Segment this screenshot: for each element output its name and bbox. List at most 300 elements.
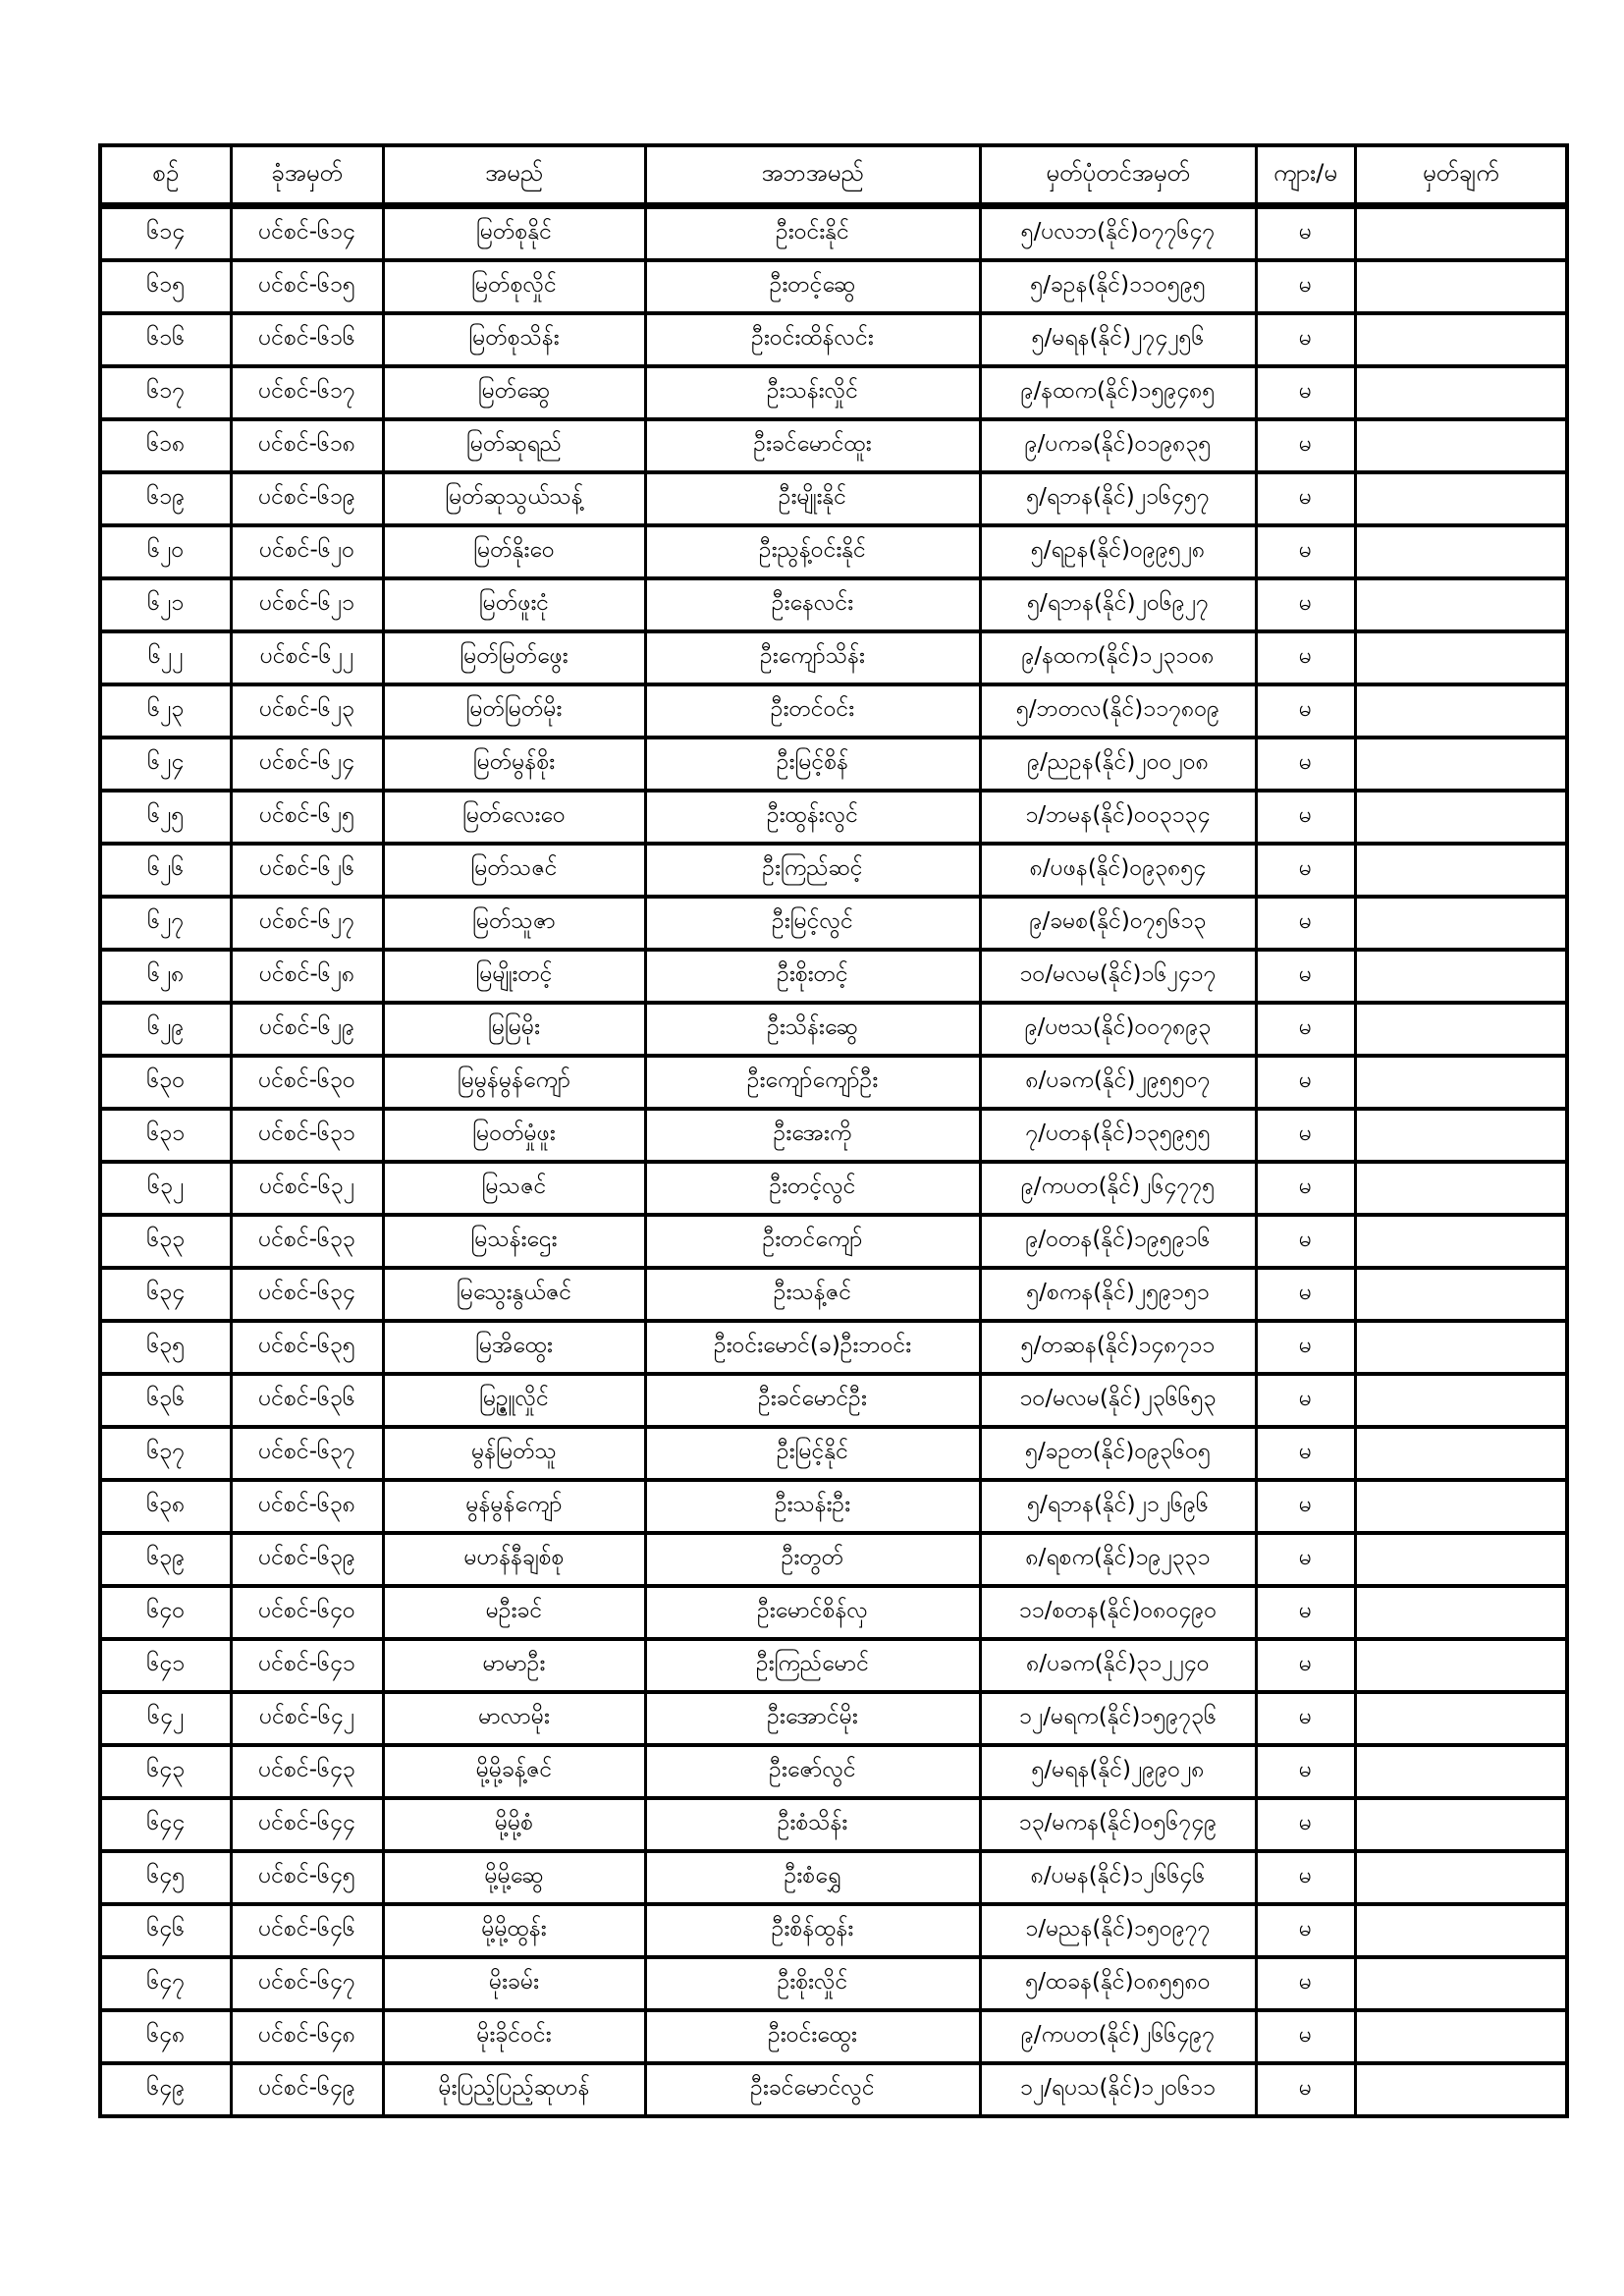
cell-remarks <box>1355 1745 1567 1798</box>
cell-name: မိုးခိုင်ဝင်း <box>383 2010 645 2063</box>
table-row <box>100 1692 1567 1745</box>
cell-name: မြတ်စုလှိုင် <box>383 260 645 313</box>
cell-gender: မ <box>1256 260 1355 313</box>
table-row <box>100 1851 1567 1904</box>
cell-seat-no: ပင်စင်-၆၂၅ <box>231 791 383 844</box>
cell-nrc-no: ၅/စကန(နိုင်)၂၅၉၁၅၁ <box>980 1268 1256 1321</box>
cell-remarks <box>1355 206 1567 261</box>
cell-name: မို့မို့ထွန်း <box>383 1904 645 1957</box>
cell-father-name: ဦးတင်ဝင်း <box>645 684 980 738</box>
cell-serial-no: ၆၃၃ <box>100 1215 231 1268</box>
cell-gender: မ <box>1256 1427 1355 1480</box>
table-row <box>100 738 1567 791</box>
cell-serial-no: ၆၁၉ <box>100 472 231 525</box>
table-row <box>100 1586 1567 1639</box>
cell-father-name: ဦးတင့်ဆွေ <box>645 260 980 313</box>
cell-remarks <box>1355 472 1567 525</box>
cell-gender: မ <box>1256 738 1355 791</box>
cell-gender: မ <box>1256 419 1355 472</box>
cell-remarks <box>1355 738 1567 791</box>
cell-nrc-no: ၅/ရဘန(နိုင်)၂၀၆၉၂၇ <box>980 578 1256 631</box>
cell-serial-no: ၆၃၈ <box>100 1480 231 1533</box>
cell-remarks <box>1355 2063 1567 2116</box>
cell-gender: မ <box>1256 578 1355 631</box>
cell-seat-no: ပင်စင်-၆၁၄ <box>231 206 383 261</box>
table-row <box>100 1427 1567 1480</box>
cell-remarks <box>1355 1056 1567 1109</box>
cell-serial-no: ၆၂၇ <box>100 897 231 950</box>
cell-seat-no: ပင်စင်-၆၁၉ <box>231 472 383 525</box>
cell-gender: မ <box>1256 1904 1355 1957</box>
cell-seat-no: ပင်စင်-၆၃၄ <box>231 1268 383 1321</box>
cell-remarks <box>1355 1215 1567 1268</box>
cell-remarks <box>1355 1003 1567 1056</box>
cell-seat-no: ပင်စင်-၆၄၄ <box>231 1798 383 1851</box>
cell-nrc-no: ၅/ထခန(နိုင်)၀၈၅၅၈၀ <box>980 1957 1256 2010</box>
cell-seat-no: ပင်စင်-၆၃၀ <box>231 1056 383 1109</box>
table-row <box>100 313 1567 366</box>
cell-nrc-no: ၅/ရဘန(နိုင်)၂၁၂၆၉၆ <box>980 1480 1256 1533</box>
table-body <box>100 206 1567 2117</box>
cell-nrc-no: ၉/နထက(နိုင်)၁၂၃၁၀၈ <box>980 631 1256 684</box>
cell-nrc-no: ၅/ဘတလ(နိုင်)၁၁၇၈၀၉ <box>980 684 1256 738</box>
cell-remarks <box>1355 684 1567 738</box>
table-row <box>100 1480 1567 1533</box>
cell-nrc-no: ၁၃/မကန(နိုင်)၀၅၆၇၄၉ <box>980 1798 1256 1851</box>
cell-seat-no: ပင်စင်-၆၄၁ <box>231 1639 383 1692</box>
cell-nrc-no: ၉/ညဥန(နိုင်)၂၀၀၂၀၈ <box>980 738 1256 791</box>
cell-father-name: ဦးစိုးတင့် <box>645 950 980 1003</box>
cell-name: မွန်မြတ်သူ <box>383 1427 645 1480</box>
cell-nrc-no: ၉/နထက(နိုင်)၁၅၉၄၈၅ <box>980 366 1256 419</box>
table-row <box>100 844 1567 897</box>
table-row <box>100 1957 1567 2010</box>
cell-serial-no: ၆၄၈ <box>100 2010 231 2063</box>
cell-gender: မ <box>1256 313 1355 366</box>
cell-gender: မ <box>1256 1268 1355 1321</box>
cell-name: မွန်မွန်ကျော် <box>383 1480 645 1533</box>
cell-seat-no: ပင်စင်-၆၄၉ <box>231 2063 383 2116</box>
cell-serial-no: ၆၃၀ <box>100 1056 231 1109</box>
cell-serial-no: ၆၁၇ <box>100 366 231 419</box>
cell-remarks <box>1355 578 1567 631</box>
cell-serial-no: ၆၂၁ <box>100 578 231 631</box>
cell-nrc-no: ၈/ရစက(နိုင်)၁၉၂၃၃၁ <box>980 1533 1256 1586</box>
cell-remarks <box>1355 1162 1567 1215</box>
cell-remarks <box>1355 2010 1567 2063</box>
cell-nrc-no: ၁၁/စတန(နိုင်)၀၈၀၄၉၀ <box>980 1586 1256 1639</box>
cell-remarks <box>1355 1639 1567 1692</box>
cell-gender: မ <box>1256 1374 1355 1427</box>
cell-remarks <box>1355 897 1567 950</box>
cell-serial-no: ၆၃၉ <box>100 1533 231 1586</box>
cell-seat-no: ပင်စင်-၆၂၃ <box>231 684 383 738</box>
cell-seat-no: ပင်စင်-၆၂၆ <box>231 844 383 897</box>
cell-father-name: ဦးသိန်းဆွေ <box>645 1003 980 1056</box>
cell-gender: မ <box>1256 1851 1355 1904</box>
cell-remarks <box>1355 1427 1567 1480</box>
table-row <box>100 1215 1567 1268</box>
cell-nrc-no: ၇/ပတန(နိုင်)၁၃၅၉၅၅ <box>980 1109 1256 1162</box>
cell-name: မြတ်နိုးဝေ <box>383 525 645 578</box>
cell-serial-no: ၆၄၆ <box>100 1904 231 1957</box>
cell-serial-no: ၆၂၈ <box>100 950 231 1003</box>
cell-name: မြတ်လေးဝေ <box>383 791 645 844</box>
cell-remarks <box>1355 1851 1567 1904</box>
table-row <box>100 1109 1567 1162</box>
cell-name: မြတ်ဆုသွယ်သန့် <box>383 472 645 525</box>
cell-remarks <box>1355 313 1567 366</box>
cell-gender: မ <box>1256 631 1355 684</box>
cell-remarks <box>1355 1533 1567 1586</box>
table-row <box>100 1321 1567 1374</box>
cell-nrc-no: ၅/ရဘန(နိုင်)၂၁၆၄၅၇ <box>980 472 1256 525</box>
cell-nrc-no: ၅/တဆန(နိုင်)၁၄၈၇၁၁ <box>980 1321 1256 1374</box>
cell-gender: မ <box>1256 472 1355 525</box>
cell-nrc-no: ၉/ပကခ(နိုင်)၀၁၉၈၃၅ <box>980 419 1256 472</box>
cell-gender: မ <box>1256 2063 1355 2116</box>
cell-seat-no: ပင်စင်-၆၄၃ <box>231 1745 383 1798</box>
cell-father-name: ဦးနေလင်း <box>645 578 980 631</box>
cell-remarks <box>1355 1321 1567 1374</box>
cell-name: မိုးခမ်း <box>383 1957 645 2010</box>
header-remarks: မှတ်ချက် <box>1355 145 1567 206</box>
cell-nrc-no: ၁၀/မလမ(နိုင်)၂၃၆၆၅၃ <box>980 1374 1256 1427</box>
cell-gender: မ <box>1256 1109 1355 1162</box>
cell-serial-no: ၆၄၄ <box>100 1798 231 1851</box>
header-name: အမည် <box>383 145 645 206</box>
cell-father-name: ဦးညွန့်ဝင်းနိုင် <box>645 525 980 578</box>
cell-father-name: ဦးအေးကို <box>645 1109 980 1162</box>
cell-father-name: ဦးခင်မောင်ထူး <box>645 419 980 472</box>
cell-remarks <box>1355 1904 1567 1957</box>
cell-seat-no: ပင်စင်-၆၃၂ <box>231 1162 383 1215</box>
cell-serial-no: ၆၃၇ <box>100 1427 231 1480</box>
cell-serial-no: ၆၁၆ <box>100 313 231 366</box>
cell-nrc-no: ၉/ဝတန(နိုင်)၁၉၅၉၁၆ <box>980 1215 1256 1268</box>
cell-seat-no: ပင်စင်-၆၃၁ <box>231 1109 383 1162</box>
cell-nrc-no: ၅/ပလဘ(နိုင်)၀၇၇၆၄၇ <box>980 206 1256 261</box>
table-row <box>100 2063 1567 2116</box>
cell-gender: မ <box>1256 1745 1355 1798</box>
header-serial-no: စဉ် <box>100 145 231 206</box>
cell-name: မဟန်နီချစ်စု <box>383 1533 645 1586</box>
cell-remarks <box>1355 366 1567 419</box>
cell-nrc-no: ၈/ပဖန(နိုင်)၀၉၃၈၅၄ <box>980 844 1256 897</box>
cell-nrc-no: ၁/ဘမန(နိုင်)၀၀၃၁၃၄ <box>980 791 1256 844</box>
table-row <box>100 631 1567 684</box>
header-father-name: အဘအမည် <box>645 145 980 206</box>
cell-gender: မ <box>1256 1798 1355 1851</box>
cell-nrc-no: ၉/ကပတ(နိုင်)၂၆၄၇၇၅ <box>980 1162 1256 1215</box>
cell-seat-no: ပင်စင်-၆၃၇ <box>231 1427 383 1480</box>
cell-remarks <box>1355 631 1567 684</box>
cell-serial-no: ၆၃၄ <box>100 1268 231 1321</box>
cell-father-name: ဦးစိုးလှိုင် <box>645 1957 980 2010</box>
cell-serial-no: ၆၂၀ <box>100 525 231 578</box>
cell-nrc-no: ၉/ခမစ(နိုင်)၀၇၅၆၁၃ <box>980 897 1256 950</box>
header-gender: ကျား/မ <box>1256 145 1355 206</box>
cell-father-name: ဦးမောင်စိန်လှ <box>645 1586 980 1639</box>
cell-gender: မ <box>1256 1003 1355 1056</box>
cell-name: မိုးပြည့်ပြည့်ဆုဟန် <box>383 2063 645 2116</box>
cell-remarks <box>1355 844 1567 897</box>
cell-gender: မ <box>1256 1533 1355 1586</box>
cell-serial-no: ၆၄၉ <box>100 2063 231 2116</box>
cell-nrc-no: ၁၀/မလမ(နိုင်)၁၆၂၄၁၇ <box>980 950 1256 1003</box>
cell-name: မြတ်ဆုရည် <box>383 419 645 472</box>
cell-name: မြဝတ်မှုံဖူး <box>383 1109 645 1162</box>
cell-gender: မ <box>1256 1692 1355 1745</box>
document-page <box>98 143 1565 2118</box>
table-row <box>100 1798 1567 1851</box>
cell-seat-no: ပင်စင်-၆၁၆ <box>231 313 383 366</box>
cell-gender: မ <box>1256 1639 1355 1692</box>
cell-gender: မ <box>1256 1321 1355 1374</box>
cell-name: မို့မို့ဆွေ <box>383 1851 645 1904</box>
cell-name: မြတ်ဆွေ <box>383 366 645 419</box>
cell-serial-no: ၆၁၅ <box>100 260 231 313</box>
cell-remarks <box>1355 1374 1567 1427</box>
cell-father-name: ဦးဝင်းထိန်လင်း <box>645 313 980 366</box>
table-row <box>100 472 1567 525</box>
cell-name: မြသဇင် <box>383 1162 645 1215</box>
table-row <box>100 419 1567 472</box>
cell-name: မို့မို့စံ <box>383 1798 645 1851</box>
cell-father-name: ဦးစံသိန်း <box>645 1798 980 1851</box>
cell-gender: မ <box>1256 1586 1355 1639</box>
cell-gender: မ <box>1256 206 1355 261</box>
cell-nrc-no: ၈/ပခက(နိုင်)၃၁၂၂၄၀ <box>980 1639 1256 1692</box>
cell-seat-no: ပင်စင်-၆၂၇ <box>231 897 383 950</box>
cell-name: မြတ်သူဇာ <box>383 897 645 950</box>
cell-father-name: ဦးခင်မောင်လွင် <box>645 2063 980 2116</box>
cell-name: မြသန်းဌေး <box>383 1215 645 1268</box>
cell-remarks <box>1355 950 1567 1003</box>
cell-seat-no: ပင်စင်-၆၂၈ <box>231 950 383 1003</box>
cell-nrc-no: ၅/မရန(နိုင်)၂၉၉၀၂၈ <box>980 1745 1256 1798</box>
cell-gender: မ <box>1256 366 1355 419</box>
cell-nrc-no: ၅/ခဥတ(နိုင်)၀၉၃၆၀၅ <box>980 1427 1256 1480</box>
cell-gender: မ <box>1256 1162 1355 1215</box>
table-row <box>100 2010 1567 2063</box>
cell-name: မြတ်မွန်စိုး <box>383 738 645 791</box>
cell-name: မြမြမိုး <box>383 1003 645 1056</box>
cell-gender: မ <box>1256 844 1355 897</box>
cell-nrc-no: ၅/ရဥန(နိုင်)၀၉၉၅၂၈ <box>980 525 1256 578</box>
table-row <box>100 1374 1567 1427</box>
cell-serial-no: ၆၃၁ <box>100 1109 231 1162</box>
cell-name: မဦးခင် <box>383 1586 645 1639</box>
cell-gender: မ <box>1256 2010 1355 2063</box>
cell-father-name: ဦးဇော်လွင် <box>645 1745 980 1798</box>
cell-name: မာလာမိုး <box>383 1692 645 1745</box>
cell-father-name: ဦးကျော်သိန်း <box>645 631 980 684</box>
cell-seat-no: ပင်စင်-၆၃၅ <box>231 1321 383 1374</box>
cell-gender: မ <box>1256 1056 1355 1109</box>
cell-remarks <box>1355 791 1567 844</box>
table-row <box>100 1745 1567 1798</box>
cell-nrc-no: ၁/မညန(နိုင်)၁၅၀၉၇၇ <box>980 1904 1256 1957</box>
header-nrc-no: မှတ်ပုံတင်အမှတ် <box>980 145 1256 206</box>
cell-seat-no: ပင်စင်-၆၂၀ <box>231 525 383 578</box>
cell-nrc-no: ၅/မရန(နိုင်)၂၇၄၂၅၆ <box>980 313 1256 366</box>
cell-father-name: ဦးတင့်လွင် <box>645 1162 980 1215</box>
cell-serial-no: ၆၂၃ <box>100 684 231 738</box>
cell-father-name: ဦးကျော်ကျော်ဦး <box>645 1056 980 1109</box>
cell-father-name: ဦးကြည်မောင် <box>645 1639 980 1692</box>
cell-seat-no: ပင်စင်-၆၄၇ <box>231 1957 383 2010</box>
cell-name: မြတ်စုသိန်း <box>383 313 645 366</box>
cell-remarks <box>1355 1692 1567 1745</box>
cell-remarks <box>1355 419 1567 472</box>
table-row <box>100 684 1567 738</box>
cell-name: မို့မို့ခန့်ဇင် <box>383 1745 645 1798</box>
cell-father-name: ဦးသန့်ဇင် <box>645 1268 980 1321</box>
cell-seat-no: ပင်စင်-၆၄၀ <box>231 1586 383 1639</box>
cell-serial-no: ၆၂၅ <box>100 791 231 844</box>
cell-remarks <box>1355 1798 1567 1851</box>
table-row <box>100 1904 1567 1957</box>
cell-nrc-no: ၅/ခဥန(နိုင်)၁၁၀၅၉၅ <box>980 260 1256 313</box>
cell-nrc-no: ၉/ကပတ(နိုင်)၂၆၆၄၉၇ <box>980 2010 1256 2063</box>
cell-serial-no: ၆၃၂ <box>100 1162 231 1215</box>
table-row <box>100 260 1567 313</box>
table-row <box>100 1003 1567 1056</box>
cell-serial-no: ၆၄၃ <box>100 1745 231 1798</box>
cell-seat-no: ပင်စင်-၆၄၆ <box>231 1904 383 1957</box>
header-row <box>100 145 1567 206</box>
cell-remarks <box>1355 1957 1567 2010</box>
cell-father-name: ဦးတွတ် <box>645 1533 980 1586</box>
cell-remarks <box>1355 1109 1567 1162</box>
cell-father-name: ဦးအောင်မိုး <box>645 1692 980 1745</box>
cell-father-name: ဦးခင်မောင်ဦး <box>645 1374 980 1427</box>
cell-serial-no: ၆၄၅ <box>100 1851 231 1904</box>
cell-father-name: ဦးစိန်ထွန်း <box>645 1904 980 1957</box>
cell-serial-no: ၆၄၀ <box>100 1586 231 1639</box>
cell-seat-no: ပင်စင်-၆၄၂ <box>231 1692 383 1745</box>
cell-name: မြမွန်မွန်ကျော် <box>383 1056 645 1109</box>
cell-seat-no: ပင်စင်-၆၂၂ <box>231 631 383 684</box>
cell-gender: မ <box>1256 525 1355 578</box>
cell-serial-no: ၆၃၆ <box>100 1374 231 1427</box>
cell-father-name: ဦးမြင့်လွင် <box>645 897 980 950</box>
cell-gender: မ <box>1256 897 1355 950</box>
cell-name: မြတ်မြတ်မိုး <box>383 684 645 738</box>
cell-father-name: ဦးမြင့်နိုင် <box>645 1427 980 1480</box>
cell-gender: မ <box>1256 1480 1355 1533</box>
cell-father-name: ဦးမျိုးနိုင် <box>645 472 980 525</box>
cell-father-name: ဦးဝင်းမောင်(ခ)ဦးဘဝင်း <box>645 1321 980 1374</box>
cell-serial-no: ၆၂၆ <box>100 844 231 897</box>
cell-remarks <box>1355 1586 1567 1639</box>
cell-seat-no: ပင်စင်-၆၄၅ <box>231 1851 383 1904</box>
cell-nrc-no: ၁၂/ရပသ(နိုင်)၁၂၀၆၁၁ <box>980 2063 1256 2116</box>
cell-nrc-no: ၉/ပဗသ(နိုင်)၀၀၇၈၉၃ <box>980 1003 1256 1056</box>
table-row <box>100 366 1567 419</box>
cell-father-name: ဦးသန်းဦး <box>645 1480 980 1533</box>
cell-seat-no: ပင်စင်-၆၁၅ <box>231 260 383 313</box>
header-seat-no: ခုံအမှတ် <box>231 145 383 206</box>
cell-seat-no: ပင်စင်-၆၂၄ <box>231 738 383 791</box>
cell-remarks <box>1355 1480 1567 1533</box>
cell-nrc-no: ၁၂/မရက(နိုင်)၁၅၉၇၃၆ <box>980 1692 1256 1745</box>
cell-gender: မ <box>1256 684 1355 738</box>
cell-name: မာမာဦး <box>383 1639 645 1692</box>
table-row <box>100 897 1567 950</box>
cell-father-name: ဦးသန်းလှိုင် <box>645 366 980 419</box>
cell-serial-no: ၆၂၂ <box>100 631 231 684</box>
cell-gender: မ <box>1256 1215 1355 1268</box>
cell-father-name: ဦးကြည်ဆင့် <box>645 844 980 897</box>
cell-seat-no: ပင်စင်-၆၂၉ <box>231 1003 383 1056</box>
table-row <box>100 1533 1567 1586</box>
cell-seat-no: ပင်စင်-၆၃၃ <box>231 1215 383 1268</box>
cell-father-name: ဦးမြင့်စိန် <box>645 738 980 791</box>
cell-seat-no: ပင်စင်-၆၁၈ <box>231 419 383 472</box>
table-row <box>100 1162 1567 1215</box>
cell-name: မြမျိုးတင့် <box>383 950 645 1003</box>
cell-gender: မ <box>1256 791 1355 844</box>
cell-seat-no: ပင်စင်-၆၃၉ <box>231 1533 383 1586</box>
table-row <box>100 525 1567 578</box>
cell-name: မြတ်သဇင် <box>383 844 645 897</box>
cell-remarks <box>1355 525 1567 578</box>
cell-name: မြသွေးနွယ်ဇင် <box>383 1268 645 1321</box>
cell-remarks <box>1355 1268 1567 1321</box>
cell-seat-no: ပင်စင်-၆၄၈ <box>231 2010 383 2063</box>
cell-father-name: ဦးတင်ကျော် <box>645 1215 980 1268</box>
cell-name: မြဥ္ဇူလှိုင် <box>383 1374 645 1427</box>
cell-name: မြတ်စုနိုင် <box>383 206 645 261</box>
cell-serial-no: ၆၁၄ <box>100 206 231 261</box>
cell-name: မြတ်ဖူးငုံ <box>383 578 645 631</box>
cell-serial-no: ၆၁၈ <box>100 419 231 472</box>
cell-serial-no: ၆၂၉ <box>100 1003 231 1056</box>
table-row <box>100 1268 1567 1321</box>
cell-seat-no: ပင်စင်-၆၁၇ <box>231 366 383 419</box>
cell-nrc-no: ၈/ပမန(နိုင်)၁၂၆၆၄၆ <box>980 1851 1256 1904</box>
cell-serial-no: ၆၄၂ <box>100 1692 231 1745</box>
table-row <box>100 578 1567 631</box>
table-header <box>100 145 1567 206</box>
cell-serial-no: ၆၃၅ <box>100 1321 231 1374</box>
cell-serial-no: ၆၄၇ <box>100 1957 231 2010</box>
cell-gender: မ <box>1256 950 1355 1003</box>
table-row <box>100 950 1567 1003</box>
cell-seat-no: ပင်စင်-၆၃၆ <box>231 1374 383 1427</box>
cell-father-name: ဦးစံရွှေ <box>645 1851 980 1904</box>
cell-father-name: ဦးထွန်းလွင် <box>645 791 980 844</box>
table-row <box>100 1056 1567 1109</box>
cell-father-name: ဦးဝင်းနိုင် <box>645 206 980 261</box>
cell-name: မြတ်မြတ်ဖွေး <box>383 631 645 684</box>
cell-seat-no: ပင်စင်-၆၃၈ <box>231 1480 383 1533</box>
cell-name: မြအိထွေး <box>383 1321 645 1374</box>
cell-serial-no: ၆၄၁ <box>100 1639 231 1692</box>
cell-gender: မ <box>1256 1957 1355 2010</box>
table-row <box>100 1639 1567 1692</box>
cell-serial-no: ၆၂၄ <box>100 738 231 791</box>
table-row <box>100 791 1567 844</box>
cell-seat-no: ပင်စင်-၆၂၁ <box>231 578 383 631</box>
table-row <box>100 206 1567 261</box>
cell-remarks <box>1355 260 1567 313</box>
cell-father-name: ဦးဝင်းထွေး <box>645 2010 980 2063</box>
cell-nrc-no: ၈/ပခက(နိုင်)၂၉၅၅၀၇ <box>980 1056 1256 1109</box>
candidate-list-table <box>98 143 1569 2118</box>
